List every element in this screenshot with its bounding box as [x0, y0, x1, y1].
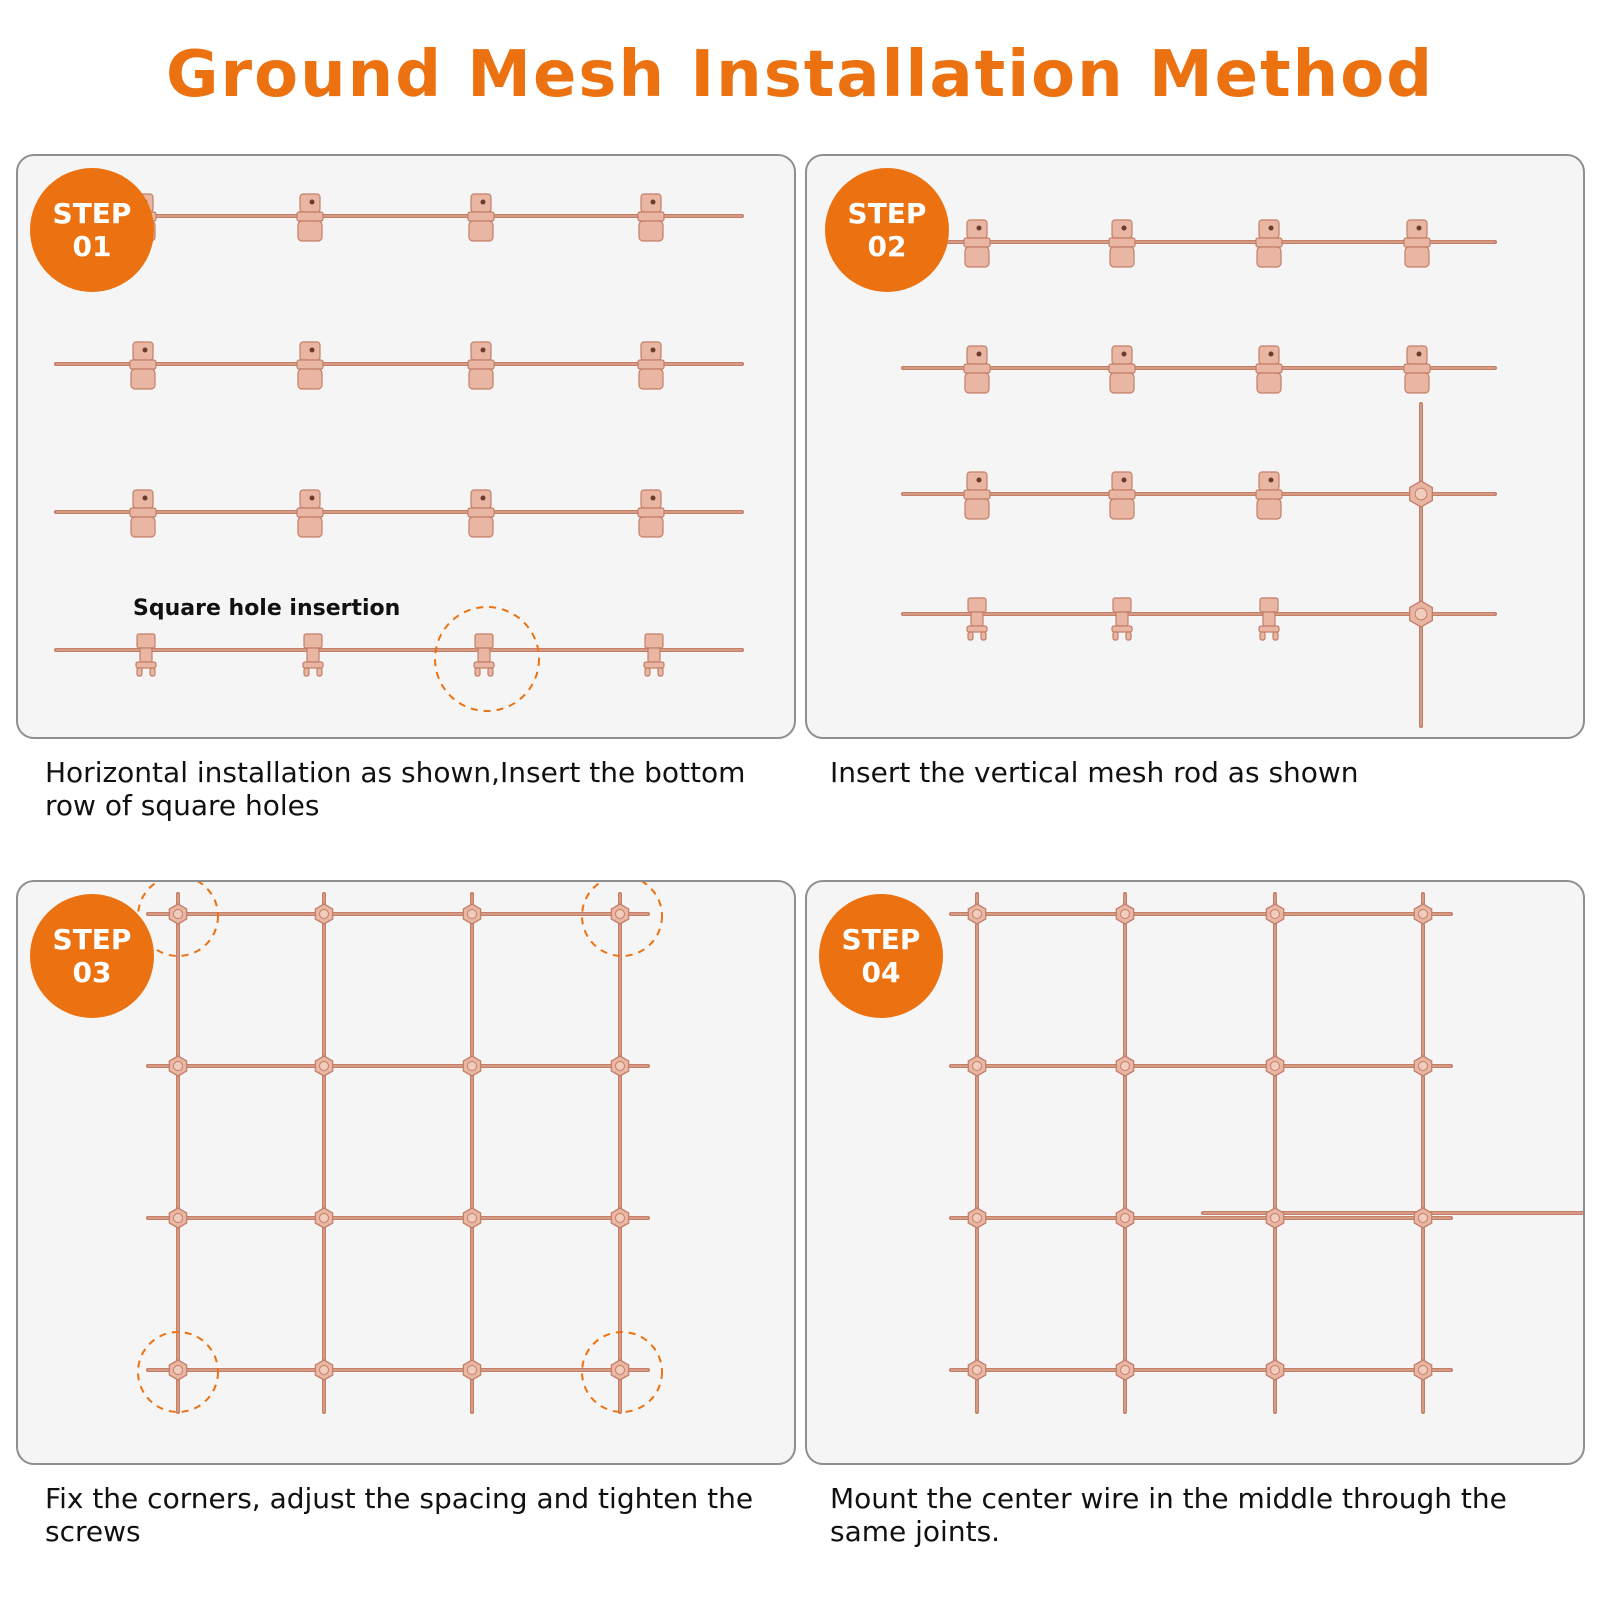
cross-clamp [638, 342, 664, 389]
step-01-panel [16, 154, 796, 739]
joint-screw [973, 1214, 982, 1223]
cross-clamp [297, 194, 323, 241]
joint-screw [174, 1366, 183, 1375]
step-03-badge [30, 894, 154, 1018]
joint-screw [1419, 1366, 1428, 1375]
step-badge-word: STEP [52, 923, 132, 956]
joint-screw [1415, 608, 1427, 620]
joint-screw [320, 910, 329, 919]
square-hole-clamp [474, 634, 494, 676]
joint-screw [320, 1366, 329, 1375]
square-hole-clamp [644, 634, 664, 676]
step-04-panel [805, 880, 1585, 1465]
cross-clamp [1256, 220, 1282, 267]
joint-screw [1419, 910, 1428, 919]
square-hole-clamp [303, 634, 323, 676]
step-badge-number: 01 [72, 230, 112, 263]
joint-screw [616, 910, 625, 919]
cross-clamp [964, 220, 990, 267]
joint-screw [973, 1062, 982, 1071]
cross-clamp [1109, 346, 1135, 393]
joint-screw [616, 1366, 625, 1375]
cross-clamp [964, 472, 990, 519]
square-hole-clamp [136, 634, 156, 676]
step-04-badge [819, 894, 943, 1018]
cross-clamp [130, 342, 156, 389]
cross-clamp [468, 490, 494, 537]
joint-screw [973, 1366, 982, 1375]
step-badge-word: STEP [52, 197, 132, 230]
step-03-panel [16, 880, 796, 1465]
page-title: Ground Mesh Installation Method [166, 38, 1434, 112]
joint-screw [1419, 1214, 1428, 1223]
joint-screw [320, 1062, 329, 1071]
joint-screw [616, 1062, 625, 1071]
joint-screw [1271, 1214, 1280, 1223]
cross-clamp [1256, 472, 1282, 519]
square-hole-clamp [1112, 598, 1132, 640]
cross-clamp [1256, 346, 1282, 393]
joint-screw [616, 1214, 625, 1223]
cross-clamp [1109, 472, 1135, 519]
step-badge-number: 04 [861, 956, 901, 989]
cross-clamp [297, 342, 323, 389]
step-02-caption: Insert the vertical mesh rod as shown [830, 756, 1359, 789]
step-01-caption: Horizontal installation as shown,Insert the bottom row of square holes [45, 756, 746, 822]
cross-clamp [1404, 346, 1430, 393]
step-02-panel [805, 154, 1585, 739]
joint-screw [468, 910, 477, 919]
cross-clamp [964, 346, 990, 393]
joint-screw [174, 910, 183, 919]
cross-clamp [638, 490, 664, 537]
joint-screw [973, 910, 982, 919]
cross-clamp [468, 342, 494, 389]
step-04-caption: Mount the center wire in the middle through the same joints. [830, 1482, 1507, 1548]
joint-screw [1271, 1062, 1280, 1071]
joint-screw [1415, 488, 1427, 500]
joint-screw [468, 1366, 477, 1375]
joint-screw [320, 1214, 329, 1223]
step-badge-word: STEP [841, 923, 921, 956]
cross-clamp [468, 194, 494, 241]
step-badge-word: STEP [847, 197, 927, 230]
cross-clamp [297, 490, 323, 537]
joint-screw [174, 1214, 183, 1223]
joint-screw [1271, 910, 1280, 919]
square-hole-clamp [967, 598, 987, 640]
joint-screw [1121, 1062, 1130, 1071]
square-hole-label: Square hole insertion [133, 596, 401, 621]
step-03-caption: Fix the corners, adjust the spacing and tighten the screws [45, 1482, 754, 1548]
cross-clamp [638, 194, 664, 241]
step-badge-number: 02 [867, 230, 907, 263]
cross-clamp [1109, 220, 1135, 267]
joint-screw [174, 1062, 183, 1071]
step-02-badge [825, 168, 949, 292]
joint-screw [1121, 1214, 1130, 1223]
square-hole-clamp [1259, 598, 1279, 640]
joint-screw [1271, 1366, 1280, 1375]
step-badge-number: 03 [72, 956, 112, 989]
cross-clamp [130, 490, 156, 537]
joint-screw [1121, 910, 1130, 919]
joint-screw [1121, 1366, 1130, 1375]
step-01-badge [30, 168, 154, 292]
joint-screw [468, 1062, 477, 1071]
joint-screw [1419, 1062, 1428, 1071]
joint-screw [468, 1214, 477, 1223]
cross-clamp [1404, 220, 1430, 267]
